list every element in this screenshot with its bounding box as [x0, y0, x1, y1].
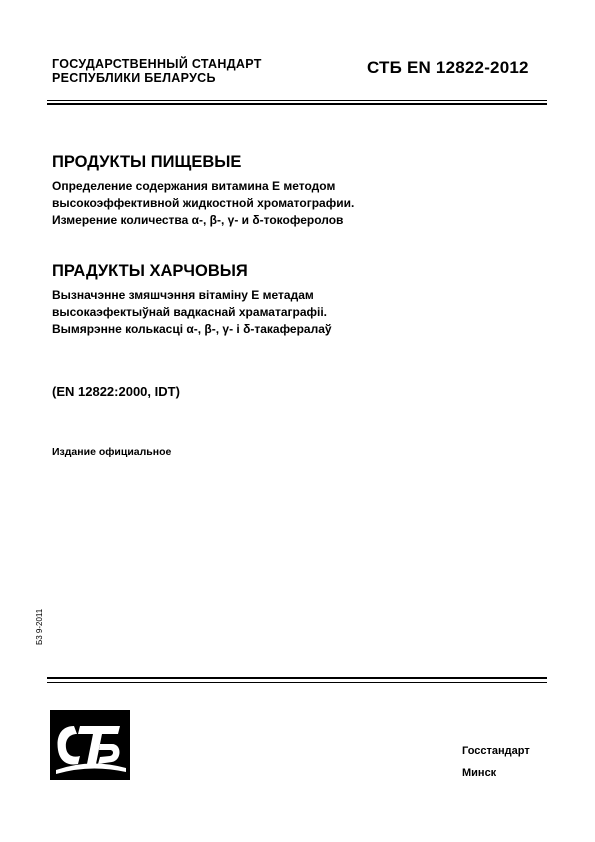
footer-divider-thin [47, 682, 547, 683]
stb-logo-icon [50, 710, 130, 780]
belarusian-subtitle-line-3: Вымярэнне колькасці α-, β-, γ- і δ-такафералаў [52, 322, 332, 336]
header-line-1: ГОСУДАРСТВЕННЫЙ СТАНДАРТ [52, 57, 262, 71]
publisher-city: Минск [462, 767, 497, 779]
side-code: Б3 9-2011 [35, 608, 44, 645]
russian-subtitle-line-1: Определение содержания витамина Е методом [52, 179, 336, 193]
header-divider-thick [47, 103, 547, 105]
footer-divider-thick [47, 677, 547, 679]
edition-note: Издание официальное [52, 446, 172, 458]
en-reference: (EN 12822:2000, IDT) [52, 384, 180, 399]
russian-subtitle-line-3: Измерение количества α-, β-, γ- и δ-токоферолов [52, 213, 344, 227]
russian-title: ПРОДУКТЫ ПИЩЕВЫЕ [52, 153, 242, 171]
belarusian-title: ПРАДУКТЫ ХАРЧОВЫЯ [52, 262, 248, 280]
standard-number: СТБ EN 12822-2012 [367, 58, 529, 77]
russian-subtitle-line-2: высокоэффективной жидкостной хроматографии. [52, 196, 355, 210]
header-divider-thin [47, 100, 547, 101]
header-line-2: РЕСПУБЛИКИ БЕЛАРУСЬ [52, 71, 216, 85]
belarusian-subtitle-line-2: высокаэфектыўнай вадкаснай храматаграфіі. [52, 305, 328, 319]
belarusian-subtitle-line-1: Вызначэнне змяшчэння вітаміну Е метадам [52, 288, 314, 302]
publisher-name: Госстандарт [462, 745, 530, 757]
